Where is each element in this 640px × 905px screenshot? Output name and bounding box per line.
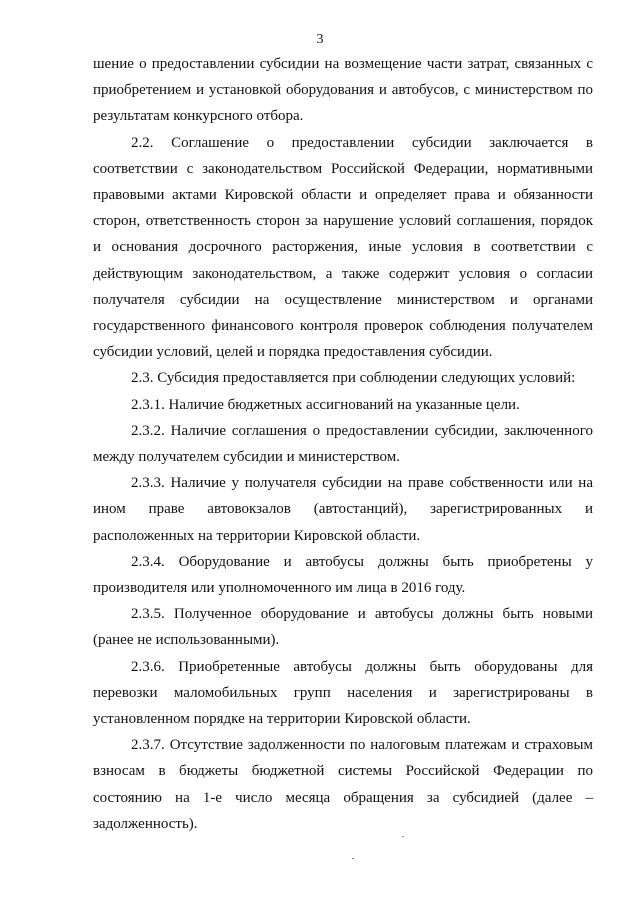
document-body — [93, 51, 593, 837]
paragraph-2-3-2: 2.3.2. Наличие соглашения о предоставлении субсидии, заключенного между получателем субсидии и министерством. — [93, 422, 593, 466]
paragraph-continuation: шение о предоставлении субсидии на возмещение части затрат, связанных с приобретением и установкой оборудования и автобусов, с министерством по результатам конкурсного отбора. — [93, 56, 593, 125]
scan-speck — [352, 858, 354, 859]
paragraph-2-3-1: 2.3.1. Наличие бюджетных ассигнований на указанные цели. — [131, 396, 520, 413]
paragraph-2-3-3: 2.3.3. Наличие у получателя субсидии на праве собственности или на ином праве автовокзалов (автостанций), зарегистрированных и расположенных на территории Кировской области. — [93, 475, 593, 544]
scan-speck — [402, 836, 404, 837]
paragraph-2-3-6: 2.3.6. Приобретенные автобусы должны быть оборудованы для перевозки маломобильных групп населения и зарегистрированы в установленном порядке на территории Кировской области. — [93, 658, 593, 728]
paragraph-2-3: 2.3. Субсидия предоставляется при соблюдении следующих условий: — [131, 370, 576, 387]
paragraph-2-3-5: 2.3.5. Полученное оборудование и автобусы должны быть новыми (ранее не использованными). — [93, 606, 593, 649]
paragraph-2-3-7: 2.3.7. Отсутствие задолженности по налоговым платежам и страховым взносам в бюджеты бюджетной системы Российской Федерации по состоянию на 1-е число месяца обращения за субсидией (далее – задолженность). — [93, 737, 593, 832]
page-number: 3 — [316, 32, 324, 47]
paragraph-2-2: 2.2. Соглашение о предоставлении субсидии заключается в соответствии с законодательством Российской Федерации, нормативными правовыми актами Кировской области и определяет права и обязанности сторон, ответственность сторон за нарушение условий соглашения, порядок и основания досрочного расторжения, иные условия в соответствии с действующим законодательством, а также содержит условия о согласии получателя субсидии на осуществление министерством и органами государственного финансового контроля проверок соблюдения получателем субсидии условий, целей и порядка предоставления субсидии. — [93, 134, 593, 361]
paragraph-2-3-4: 2.3.4. Оборудование и автобусы должны быть приобретены у производителя или уполномоченного им лица в 2016 году. — [93, 553, 593, 597]
